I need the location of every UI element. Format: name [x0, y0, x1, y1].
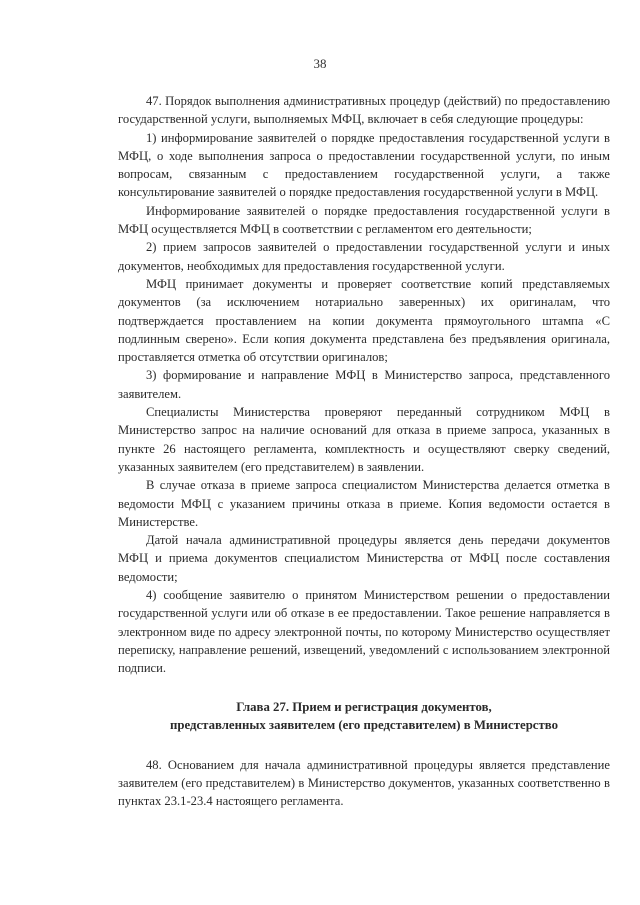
paragraph-item-1: 1) информирование заявителей о порядке предоставления государственной услуги в МФЦ, о ходе выполнения запроса о предоставлении государственной услуги, по иным вопросам, связанным с предоставлением государственной услуги, а также консультирование заявителей о порядке предоставления государственной услуги в МФЦ. [118, 130, 610, 200]
page-number: 38 [313, 56, 327, 71]
chapter-heading-line-1: Глава 27. Прием и регистрация документов, [236, 699, 492, 714]
chapter-heading-line-2: представленных заявителем (его представителем) в Министерство [170, 718, 558, 732]
paragraph-informing: Информирование заявителей о порядке предоставления государственной услуги в МФЦ осуществляется МФЦ в соответствии с регламентом его деятельности; [118, 203, 610, 237]
paragraph-47: 47. Порядок выполнения административных процедур (действий) по предоставлению государственной услуги, выполняемых МФЦ, включает в себя следующие процедуры: [118, 94, 610, 127]
paragraph-start-date: Датой начала административной процедуры является день передачи документов МФЦ и приема документов специалистом Министерства от МФЦ после составления ведомости; [118, 533, 610, 584]
paragraph-item-3: 3) формирование и направление МФЦ в Министерство запроса, представленного заявителем. [118, 368, 610, 401]
paragraph-item-2: 2) прием запросов заявителей о предоставлении государственной услуги и иных документов, необходимых для предоставления государственной услуги. [118, 240, 610, 273]
chapter-heading [118, 698, 610, 735]
paragraph-refusal: В случае отказа в приеме запроса специалистом Министерства делается отметка в ведомости МФЦ с указанием причины отказа в приеме. Копия ведомости остается в Министерстве. [118, 478, 610, 529]
paragraph-specialists: Специалисты Министерства проверяют переданный сотрудником МФЦ в Министерство запрос на наличие оснований для отказа в приеме запроса, указанных в пункте 26 настоящего регламента, комплектность и осуществляют сверку сведений, указанных заявителем (его представителем) в заявлении. [118, 405, 610, 474]
document-body [118, 92, 610, 810]
paragraph-mfc-accepts: МФЦ принимает документы и проверяет соответствие копий представляемых документов (за исключением нотариально заверенных) их оригиналам, что подтверждается проставлением на копии документа прямоугольного штампа «С подлинным сверено». Если копия документа представлена без предъявления оригинала, проставляется отметка об отсутствии оригиналов; [118, 276, 610, 365]
paragraph-item-4: 4) сообщение заявителю о принятом Министерством решении о предоставлении государственной услуги или об отказе в ее предоставлении. Такое решение направляется в электронном виде по адресу электронной почты, по которому Министерство осуществляет переписку, направление решений, извещений, уведомлений с использованием электронной подписи. [118, 588, 610, 676]
paragraph-48: 48. Основанием для начала административной процедуры является представление заявителем (его представителем) в Министерство документов, указанных соответственно в пунктах 23.1-23.4 настоящего регламента. [118, 757, 610, 809]
